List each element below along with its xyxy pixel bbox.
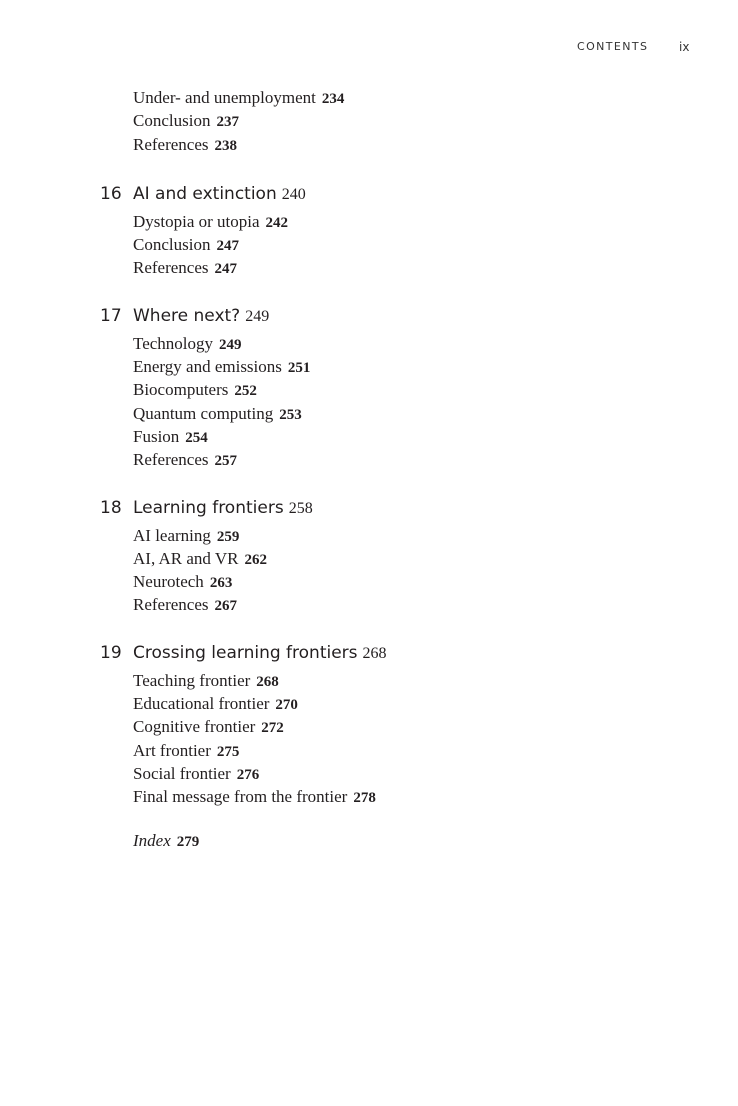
toc-entry-title: References (133, 450, 209, 470)
toc-entry-page: 237 (216, 114, 239, 131)
toc-entry-page: 249 (219, 336, 242, 353)
toc-entry-title: Educational frontier (133, 694, 270, 714)
toc-entry[interactable] (133, 86, 738, 109)
toc-entry[interactable] (133, 332, 738, 355)
toc-entry-page: 242 (265, 214, 289, 231)
toc-entry-title: AI learning (133, 525, 211, 545)
chapter-number: 16 (100, 183, 122, 204)
chapter-heading[interactable] (0, 641, 738, 667)
toc-entry[interactable] (133, 669, 738, 692)
chapter-page: 258 (288, 499, 313, 517)
chapter-title (133, 498, 313, 518)
chapter-18 (0, 496, 738, 617)
index-title: Index (133, 830, 171, 850)
toc-entry-page: 252 (234, 383, 257, 400)
toc-entry-title: Conclusion (133, 235, 211, 255)
toc-entry[interactable] (133, 762, 738, 785)
chapter-page: 240 (281, 185, 306, 203)
toc-entry-title: AI, AR and VR (133, 548, 239, 568)
table-of-contents (0, 86, 738, 854)
toc-entry-title: Art frontier (133, 740, 211, 760)
toc-entry[interactable] (133, 547, 738, 570)
chapter-17 (0, 304, 738, 472)
toc-entry[interactable] (133, 109, 738, 132)
toc-entry-page: 268 (256, 673, 279, 690)
toc-entry[interactable] (133, 425, 738, 448)
chapter-title-text: Learning frontiers (133, 497, 284, 518)
toc-entry-page: 259 (216, 528, 240, 545)
toc-entry[interactable] (133, 210, 738, 233)
chapter-title-text: AI and extinction (133, 183, 277, 204)
toc-entry[interactable] (133, 233, 738, 256)
toc-entry-title: References (133, 258, 209, 278)
toc-entry-title: Final message from the frontier (133, 787, 348, 807)
toc-entry-page: 247 (216, 238, 239, 255)
chapter-heading[interactable] (0, 304, 738, 330)
chapter-title-text: Where next? (133, 305, 241, 326)
chapter-page: 249 (245, 307, 270, 325)
toc-entry-title: Technology (133, 333, 214, 353)
toc-entry-page: 263 (209, 575, 233, 592)
chapter-title (133, 184, 306, 204)
toc-entry[interactable] (133, 355, 738, 378)
toc-entry-page: 270 (275, 697, 298, 714)
toc-entry[interactable] (133, 402, 738, 425)
toc-entry-page: 267 (214, 598, 238, 615)
toc-entry-title: Fusion (133, 426, 180, 446)
toc-entry[interactable] (133, 448, 738, 471)
chapter-number: 19 (100, 642, 122, 663)
chapter-16 (0, 182, 738, 280)
toc-entry-page: 253 (279, 406, 302, 423)
chapter-number: 18 (100, 497, 122, 518)
chapter-heading[interactable] (0, 182, 738, 208)
running-head: CONTENTS (577, 40, 649, 53)
toc-entry-title: Cognitive frontier (133, 717, 256, 737)
toc-entry[interactable] (133, 739, 738, 762)
toc-entry-page: 238 (214, 137, 238, 154)
toc-entry-page: 278 (353, 790, 376, 807)
toc-index-entry[interactable] (133, 829, 738, 854)
toc-entry-page: 251 (287, 360, 311, 377)
page-number: ix (679, 40, 690, 54)
toc-entry-page: 234 (321, 91, 345, 107)
toc-entry-page: 272 (261, 720, 284, 737)
toc-entry-title: Teaching frontier (133, 670, 251, 690)
toc-entry-title: Conclusion (133, 111, 211, 131)
index-page: 279 (176, 833, 200, 850)
continued-section (0, 86, 738, 156)
chapter-heading[interactable] (0, 496, 738, 522)
toc-entry[interactable] (133, 570, 738, 593)
toc-entry[interactable] (133, 133, 738, 156)
chapter-page: 268 (362, 644, 387, 662)
toc-entry-title: Dystopia or utopia (133, 211, 260, 231)
toc-entry-title: References (133, 595, 209, 615)
toc-entry[interactable] (133, 692, 738, 715)
chapter-number: 17 (100, 305, 122, 326)
toc-entry[interactable] (133, 378, 738, 401)
toc-entry[interactable] (133, 524, 738, 547)
toc-entry-title: Biocomputers (133, 380, 229, 400)
toc-entry-title: Social frontier (133, 763, 231, 783)
toc-entry-title: Quantum computing (133, 403, 274, 423)
toc-entry[interactable] (133, 593, 738, 616)
chapter-19 (0, 641, 738, 809)
toc-entry[interactable] (133, 715, 738, 738)
toc-entry-page: 254 (185, 429, 208, 446)
toc-entry-page: 257 (214, 453, 238, 470)
chapter-title (133, 306, 269, 326)
chapter-title (133, 643, 387, 663)
toc-entry-page: 275 (216, 743, 240, 760)
toc-entry-page: 276 (236, 766, 260, 783)
chapter-title-text: Crossing learning frontiers (133, 642, 358, 663)
toc-entry-title: Neurotech (133, 572, 204, 592)
toc-entry-title: References (133, 134, 209, 154)
toc-entry[interactable] (133, 785, 738, 808)
toc-entry-page: 262 (244, 551, 267, 568)
toc-entry[interactable] (133, 256, 738, 279)
toc-entry-title: Under- and unemployment (133, 88, 316, 107)
toc-entry-title: Energy and emissions (133, 357, 282, 377)
toc-entry-page: 247 (214, 261, 238, 278)
